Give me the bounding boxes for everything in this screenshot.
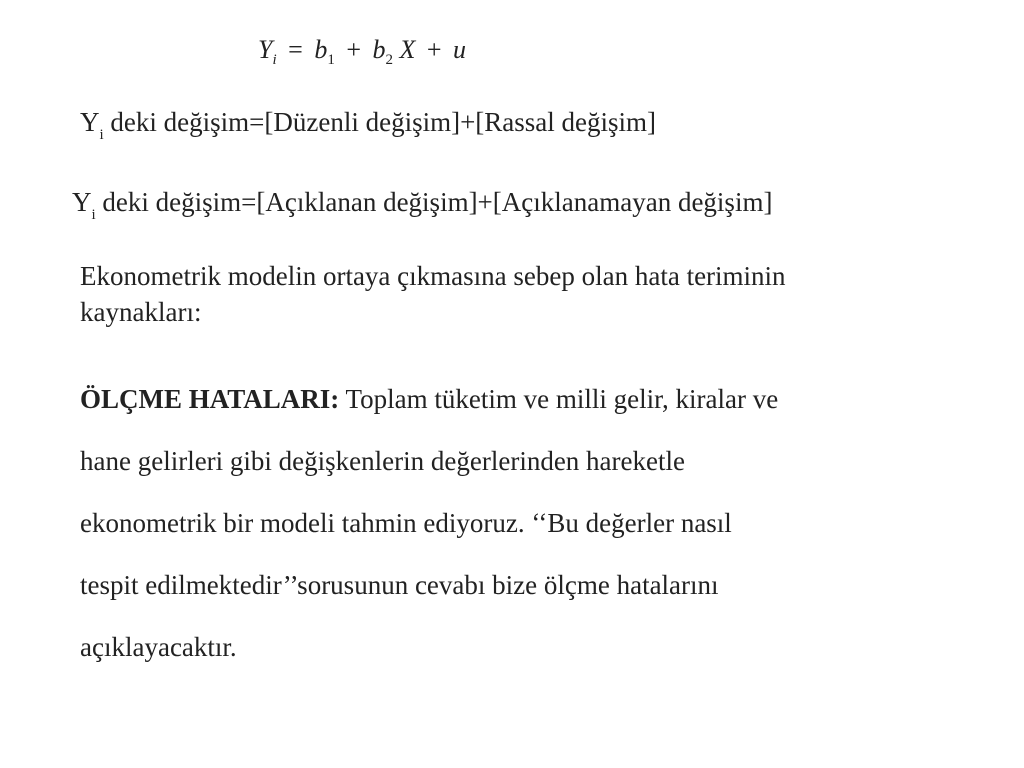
line2-text: deki değişim=[Açıklanan değişim]+[Açıklanamayan değişim] — [95, 187, 773, 217]
para2-line-1-rest: Toplam tüketim ve milli gelir, kiralar ve — [339, 384, 779, 414]
para2-line-2: hane gelirleri gibi değişkenlerin değerlerinden hareketle — [80, 446, 685, 476]
measurement-errors-heading: ÖLÇME HATALARI: — [80, 384, 340, 414]
formula-x: X — [399, 35, 416, 64]
formula-y-subscript: i — [272, 52, 277, 68]
error-term-sources-paragraph — [80, 258, 980, 330]
formula-b1-subscript: 1 — [327, 52, 335, 68]
para2-line-5: açıklayacaktır. — [80, 632, 237, 662]
para1-line-2: kaynakları: — [80, 297, 202, 327]
measurement-errors-paragraph — [80, 368, 980, 678]
line1-text: deki değişim=[Düzenli değişim]+[Rassal değişim] — [103, 107, 657, 137]
formula-u: u — [453, 35, 467, 64]
line1-subscript: i — [99, 127, 104, 143]
formula-b2-subscript: 2 — [385, 52, 393, 68]
para2-line-4: tespit edilmektedir’’sorusunun cevabı bize ölçme hatalarını — [80, 570, 719, 600]
formula-b1: b — [314, 35, 328, 64]
variation-line-regular-random — [80, 104, 656, 145]
para2-line-3: ekonometrik bir modeli tahmin ediyoruz. ‘‘Bu değerler nasıl — [80, 508, 732, 538]
formula-plus-1: + — [346, 35, 361, 64]
formula-plus-2: + — [426, 35, 442, 64]
formula-b2: b — [372, 35, 386, 64]
para2-line-1 — [80, 368, 980, 430]
line2-subscript: i — [91, 207, 96, 223]
line2-y: Y — [72, 187, 92, 217]
line1-y: Y — [80, 107, 100, 137]
variation-line-explained-unexplained — [72, 184, 772, 225]
formula-equals: = — [288, 35, 303, 64]
formula-y: Y — [258, 35, 273, 64]
para1-line-1: Ekonometrik modelin ortaya çıkmasına sebep olan hata teriminin — [80, 261, 786, 291]
regression-formula — [258, 30, 466, 74]
